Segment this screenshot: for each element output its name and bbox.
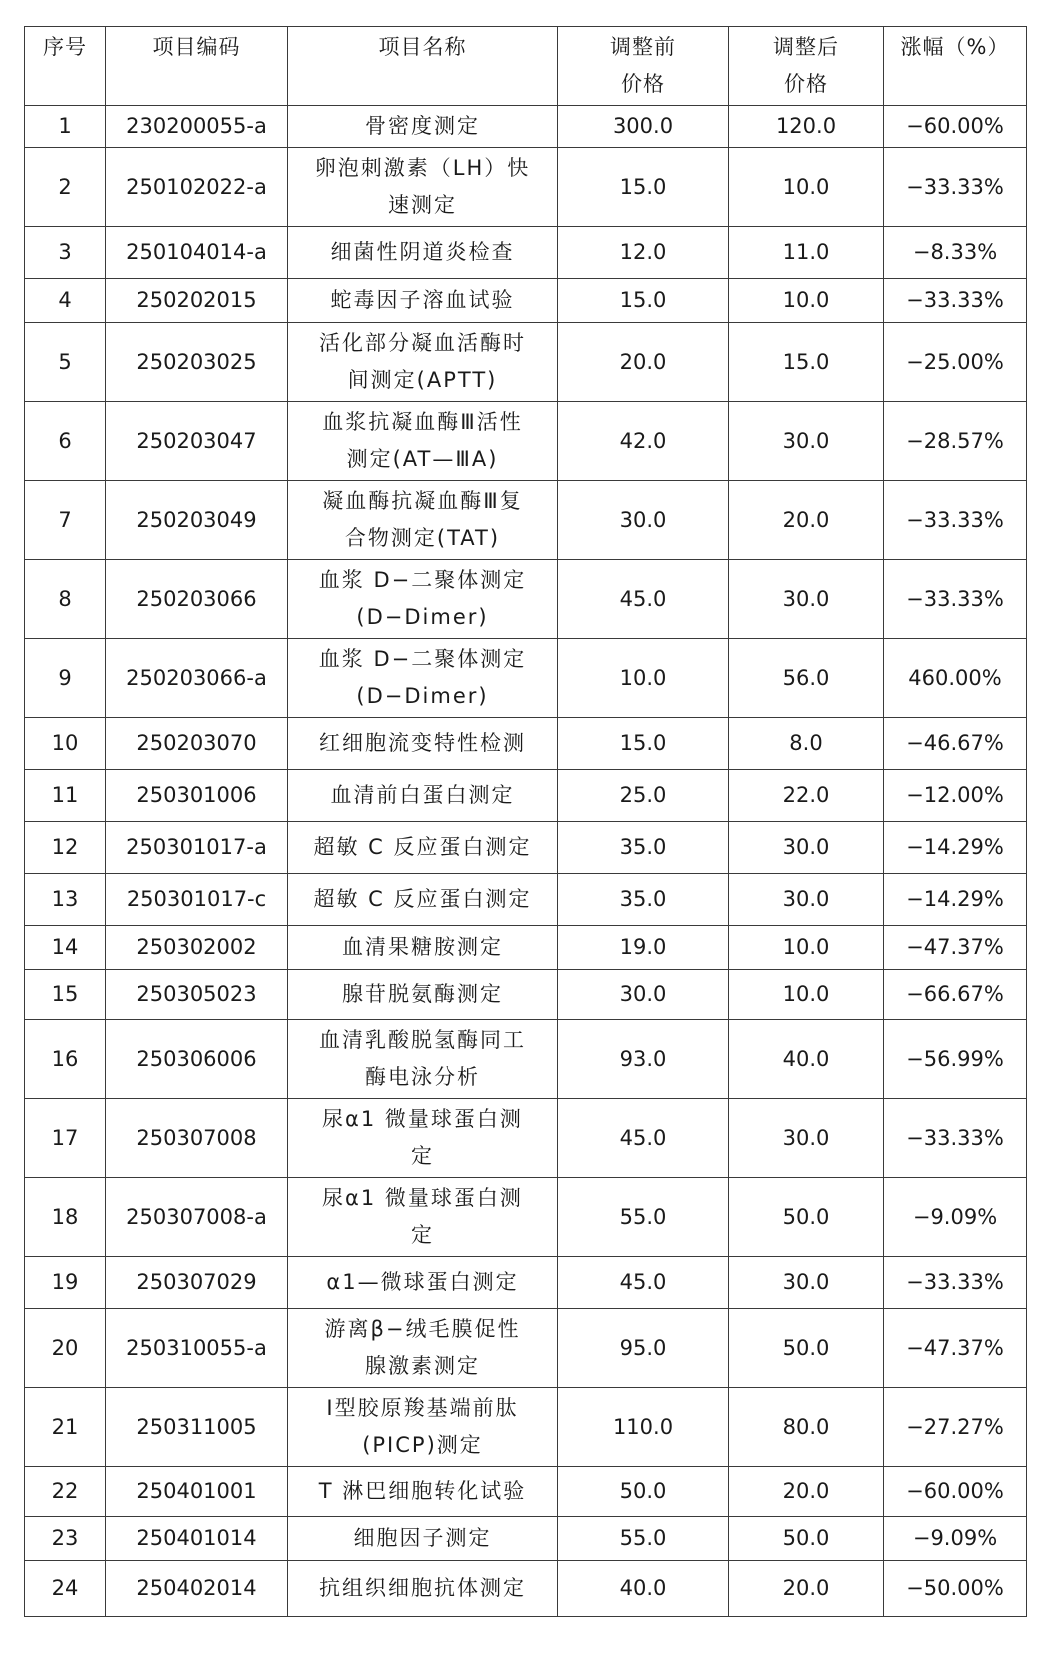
cell-name: 腺苷脱氨酶测定 [288, 970, 558, 1020]
cell-price-after: 30.0 [729, 402, 884, 481]
cell-code: 250301017-a [106, 822, 288, 874]
cell-code: 250307008 [106, 1099, 288, 1178]
table-row [25, 106, 1027, 148]
table-row [25, 1020, 1027, 1099]
cell-code: 250104014-a [106, 227, 288, 279]
cell-price-before: 15.0 [558, 148, 729, 227]
cell-price-after: 30.0 [729, 1099, 884, 1178]
cell-price-before: 110.0 [558, 1388, 729, 1467]
cell-code: 250203049 [106, 481, 288, 560]
cell-change: −46.67% [884, 718, 1027, 770]
cell-seq: 22 [25, 1467, 106, 1517]
cell-price-before: 19.0 [558, 926, 729, 970]
cell-change: −27.27% [884, 1388, 1027, 1467]
cell-price-before: 55.0 [558, 1178, 729, 1257]
cell-change: −33.33% [884, 560, 1027, 639]
cell-price-before: 15.0 [558, 279, 729, 323]
cell-seq: 20 [25, 1309, 106, 1388]
table-row [25, 822, 1027, 874]
cell-price-before: 45.0 [558, 1099, 729, 1178]
header-change: 涨幅（%） [884, 27, 1027, 106]
table-header [25, 27, 1027, 106]
cell-price-before: 45.0 [558, 560, 729, 639]
header-name: 项目名称 [288, 27, 558, 106]
cell-seq: 18 [25, 1178, 106, 1257]
cell-price-before: 25.0 [558, 770, 729, 822]
cell-price-before: 55.0 [558, 1517, 729, 1561]
header-row [25, 27, 1027, 106]
cell-change: −14.29% [884, 874, 1027, 926]
cell-change: −12.00% [884, 770, 1027, 822]
table-row [25, 1309, 1027, 1388]
cell-change: −9.09% [884, 1178, 1027, 1257]
table-row [25, 770, 1027, 822]
table-row [25, 639, 1027, 718]
cell-change: −60.00% [884, 106, 1027, 148]
cell-name: 游离β−绒毛膜促性 腺激素测定 [288, 1309, 558, 1388]
header-code: 项目编码 [106, 27, 288, 106]
cell-seq: 23 [25, 1517, 106, 1561]
cell-price-before: 20.0 [558, 323, 729, 402]
cell-code: 250102022-a [106, 148, 288, 227]
cell-name: 血浆抗凝血酶Ⅲ活性 测定(AT—ⅢA) [288, 402, 558, 481]
cell-price-before: 95.0 [558, 1309, 729, 1388]
cell-price-after: 15.0 [729, 323, 884, 402]
cell-code: 250203066 [106, 560, 288, 639]
table-row [25, 718, 1027, 770]
cell-price-before: 30.0 [558, 970, 729, 1020]
cell-name: 尿α1 微量球蛋白测 定 [288, 1178, 558, 1257]
cell-change: −33.33% [884, 279, 1027, 323]
cell-price-before: 35.0 [558, 822, 729, 874]
cell-name: 活化部分凝血活酶时 间测定(APTT) [288, 323, 558, 402]
cell-name: 血清前白蛋白测定 [288, 770, 558, 822]
cell-seq: 5 [25, 323, 106, 402]
cell-name: Ⅰ型胶原羧基端前肽 (PICP)测定 [288, 1388, 558, 1467]
cell-seq: 8 [25, 560, 106, 639]
cell-price-after: 10.0 [729, 279, 884, 323]
table-row [25, 1257, 1027, 1309]
cell-price-after: 30.0 [729, 1257, 884, 1309]
cell-price-before: 40.0 [558, 1561, 729, 1617]
cell-name: 细胞因子测定 [288, 1517, 558, 1561]
cell-price-after: 120.0 [729, 106, 884, 148]
cell-seq: 16 [25, 1020, 106, 1099]
cell-price-before: 50.0 [558, 1467, 729, 1517]
cell-name: 血浆 D−二聚体测定 (D−Dimer) [288, 560, 558, 639]
cell-price-after: 8.0 [729, 718, 884, 770]
table-row [25, 148, 1027, 227]
cell-price-after: 30.0 [729, 874, 884, 926]
cell-code: 250307029 [106, 1257, 288, 1309]
cell-price-after: 30.0 [729, 822, 884, 874]
cell-name: 细菌性阴道炎检查 [288, 227, 558, 279]
cell-seq: 2 [25, 148, 106, 227]
cell-code: 250311005 [106, 1388, 288, 1467]
cell-seq: 17 [25, 1099, 106, 1178]
header-seq: 序号 [25, 27, 106, 106]
cell-price-after: 56.0 [729, 639, 884, 718]
cell-seq: 15 [25, 970, 106, 1020]
cell-price-after: 20.0 [729, 1561, 884, 1617]
cell-price-before: 93.0 [558, 1020, 729, 1099]
cell-name: 红细胞流变特性检测 [288, 718, 558, 770]
table-row [25, 560, 1027, 639]
cell-code: 250402014 [106, 1561, 288, 1617]
cell-seq: 21 [25, 1388, 106, 1467]
cell-name: α1—微球蛋白测定 [288, 1257, 558, 1309]
cell-price-after: 10.0 [729, 970, 884, 1020]
cell-name: 血清果糖胺测定 [288, 926, 558, 970]
cell-price-before: 35.0 [558, 874, 729, 926]
cell-code: 250301006 [106, 770, 288, 822]
cell-code: 250203066-a [106, 639, 288, 718]
header-price-before: 调整前 价格 [558, 27, 729, 106]
cell-code: 230200055-a [106, 106, 288, 148]
cell-price-after: 50.0 [729, 1517, 884, 1561]
table-row [25, 1178, 1027, 1257]
cell-price-after: 10.0 [729, 148, 884, 227]
cell-change: −60.00% [884, 1467, 1027, 1517]
cell-change: −50.00% [884, 1561, 1027, 1617]
table-row [25, 1388, 1027, 1467]
table-row [25, 1099, 1027, 1178]
cell-seq: 4 [25, 279, 106, 323]
table-row [25, 1467, 1027, 1517]
cell-code: 250203025 [106, 323, 288, 402]
cell-seq: 11 [25, 770, 106, 822]
cell-code: 250202015 [106, 279, 288, 323]
cell-price-after: 22.0 [729, 770, 884, 822]
table-row [25, 481, 1027, 560]
cell-price-after: 30.0 [729, 560, 884, 639]
cell-price-before: 42.0 [558, 402, 729, 481]
cell-name: 卵泡刺激素（LH）快 速测定 [288, 148, 558, 227]
cell-seq: 24 [25, 1561, 106, 1617]
cell-name: 抗组织细胞抗体测定 [288, 1561, 558, 1617]
cell-name: 蛇毒因子溶血试验 [288, 279, 558, 323]
cell-seq: 10 [25, 718, 106, 770]
cell-code: 250301017-c [106, 874, 288, 926]
cell-price-after: 50.0 [729, 1309, 884, 1388]
cell-code: 250203070 [106, 718, 288, 770]
table-row [25, 1561, 1027, 1617]
table-row [25, 1517, 1027, 1561]
table-row [25, 279, 1027, 323]
cell-name: 超敏 C 反应蛋白测定 [288, 822, 558, 874]
cell-price-after: 10.0 [729, 926, 884, 970]
cell-name: 超敏 C 反应蛋白测定 [288, 874, 558, 926]
cell-name: T 淋巴细胞转化试验 [288, 1467, 558, 1517]
cell-change: −14.29% [884, 822, 1027, 874]
cell-name: 尿α1 微量球蛋白测 定 [288, 1099, 558, 1178]
cell-code: 250203047 [106, 402, 288, 481]
cell-change: −25.00% [884, 323, 1027, 402]
cell-change: −33.33% [884, 1099, 1027, 1178]
cell-price-before: 30.0 [558, 481, 729, 560]
cell-seq: 9 [25, 639, 106, 718]
cell-change: −56.99% [884, 1020, 1027, 1099]
table-row [25, 970, 1027, 1020]
cell-price-after: 20.0 [729, 481, 884, 560]
header-price-after: 调整后 价格 [729, 27, 884, 106]
cell-code: 250401014 [106, 1517, 288, 1561]
cell-change: −33.33% [884, 481, 1027, 560]
cell-code: 250307008-a [106, 1178, 288, 1257]
table-row [25, 323, 1027, 402]
cell-name: 血清乳酸脱氢酶同工 酶电泳分析 [288, 1020, 558, 1099]
cell-price-before: 45.0 [558, 1257, 729, 1309]
cell-price-before: 300.0 [558, 106, 729, 148]
cell-price-before: 15.0 [558, 718, 729, 770]
cell-code: 250305023 [106, 970, 288, 1020]
cell-code: 250302002 [106, 926, 288, 970]
cell-seq: 13 [25, 874, 106, 926]
table-row [25, 874, 1027, 926]
table-row [25, 227, 1027, 279]
cell-code: 250401001 [106, 1467, 288, 1517]
cell-seq: 6 [25, 402, 106, 481]
cell-change: −28.57% [884, 402, 1027, 481]
cell-seq: 12 [25, 822, 106, 874]
table-row [25, 402, 1027, 481]
cell-seq: 1 [25, 106, 106, 148]
cell-price-after: 40.0 [729, 1020, 884, 1099]
cell-price-after: 50.0 [729, 1178, 884, 1257]
cell-change: −47.37% [884, 1309, 1027, 1388]
table-body [25, 106, 1027, 1617]
cell-price-before: 12.0 [558, 227, 729, 279]
cell-code: 250310055-a [106, 1309, 288, 1388]
cell-seq: 7 [25, 481, 106, 560]
cell-change: −66.67% [884, 970, 1027, 1020]
cell-change: −8.33% [884, 227, 1027, 279]
cell-price-after: 80.0 [729, 1388, 884, 1467]
cell-name: 凝血酶抗凝血酶Ⅲ复 合物测定(TAT) [288, 481, 558, 560]
cell-code: 250306006 [106, 1020, 288, 1099]
cell-name: 血浆 D−二聚体测定 (D−Dimer) [288, 639, 558, 718]
cell-change: −9.09% [884, 1517, 1027, 1561]
cell-seq: 19 [25, 1257, 106, 1309]
cell-change: −33.33% [884, 1257, 1027, 1309]
cell-name: 骨密度测定 [288, 106, 558, 148]
table-row [25, 926, 1027, 970]
price-adjustment-table [24, 26, 1027, 1617]
cell-change: 460.00% [884, 639, 1027, 718]
cell-price-after: 11.0 [729, 227, 884, 279]
cell-price-before: 10.0 [558, 639, 729, 718]
cell-change: −33.33% [884, 148, 1027, 227]
cell-price-after: 20.0 [729, 1467, 884, 1517]
cell-seq: 3 [25, 227, 106, 279]
cell-change: −47.37% [884, 926, 1027, 970]
cell-seq: 14 [25, 926, 106, 970]
